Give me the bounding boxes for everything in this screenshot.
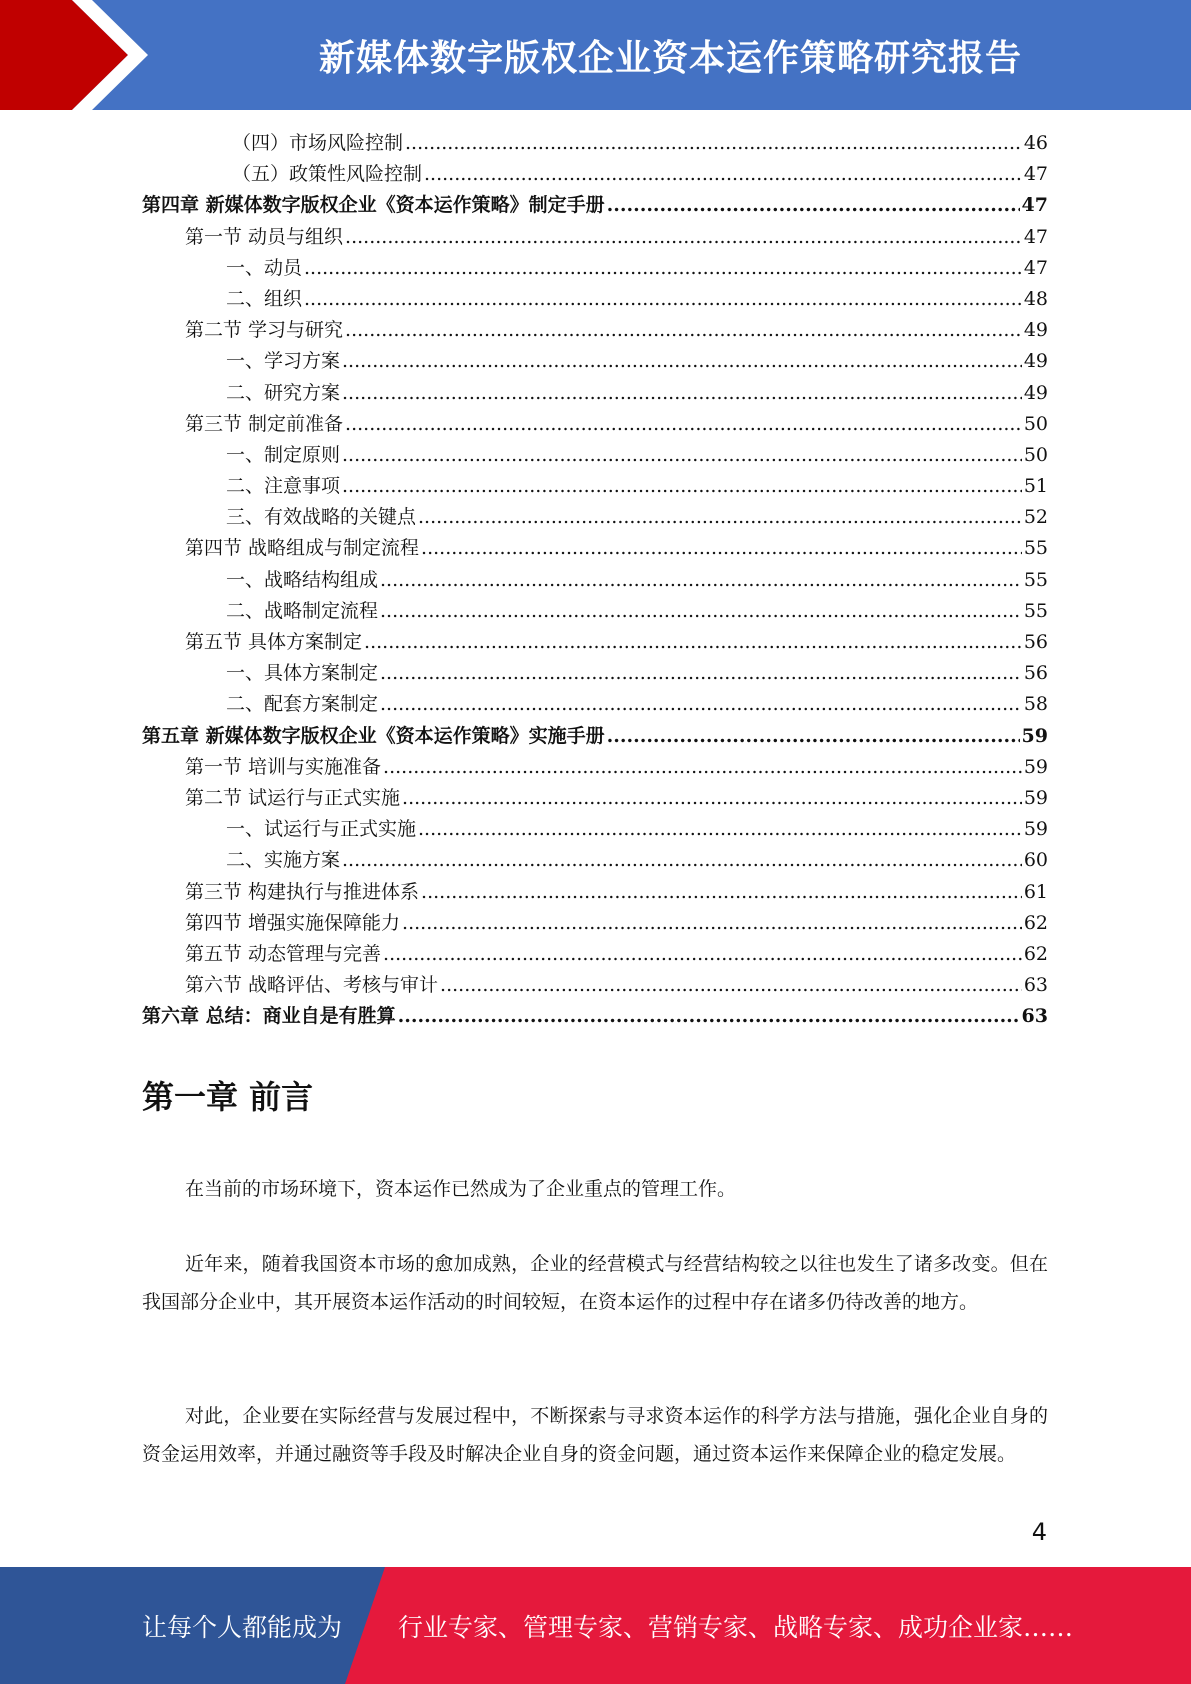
toc-entry[interactable] [142,190,1048,221]
toc-entry-label: 第五节 具体方案制定 [185,631,363,653]
toc-leader-dots [364,627,1022,658]
toc-entry[interactable] [142,658,1048,689]
toc-entry[interactable] [142,159,1048,190]
header-title: 新媒体数字版权企业资本运作策略研究报告 [318,37,1022,79]
toc-entry-page: 62 [1023,911,1048,934]
toc-leader-dots [342,378,1022,409]
toc-entry[interactable] [142,284,1048,315]
toc-entry[interactable] [142,128,1048,159]
toc-entry[interactable] [142,752,1048,783]
toc-entry-page: 46 [1023,132,1048,154]
toc-entry-label: 二、战略制定流程 [226,599,379,622]
toc-entry-page: 48 [1023,287,1048,310]
toc-entry-label: 一、动员 [226,256,303,279]
toc-entry-label: 第三节 制定前准备 [185,412,344,435]
toc-entry-label: 第四节 增强实施保障能力 [185,911,401,934]
toc-leader-dots [418,814,1022,845]
toc-leader-dots [304,253,1022,284]
toc-leader-dots [383,939,1022,970]
paragraph-1: 在当前的市场环境下，资本运作已然成为了企业重点的管理工作。 [185,1178,737,1200]
toc-entry[interactable] [142,939,1048,970]
toc-leader-dots [421,533,1022,564]
toc-entry-page: 49 [1023,350,1048,373]
toc-leader-dots [418,502,1022,533]
toc-entry[interactable] [142,1001,1048,1032]
toc-entry[interactable] [142,970,1048,1001]
footer-slogan-left: 让每个人都能成为 [142,1612,343,1642]
toc-entry-page: 55 [1023,599,1048,622]
toc-leader-dots [342,346,1022,377]
toc-entry-label: 第四章 新媒体数字版权企业《资本运作策略》制定手册 [142,194,605,217]
toc-entry-page: 59 [1021,724,1048,747]
toc-entry-page: 52 [1023,506,1048,529]
toc-entry[interactable] [142,783,1048,814]
toc-entry-page: 62 [1023,942,1048,965]
toc-leader-dots [421,877,1022,908]
chapter-title: 第一章 前言 [142,1078,314,1116]
toc-leader-dots [607,190,1020,221]
toc-entry-page: 55 [1023,537,1048,560]
toc-leader-dots [345,409,1022,440]
toc-entry-page: 47 [1023,225,1048,248]
toc-leader-dots [424,159,1022,190]
toc-entry-label: 第五章 新媒体数字版权企业《资本运作策略》实施手册 [142,724,605,747]
table-of-contents [142,128,1048,1032]
toc-leader-dots [345,222,1022,253]
toc-entry-label: 第三节 构建执行与推进体系 [185,880,420,903]
toc-entry-label: 第五节 动态管理与完善 [185,942,382,965]
toc-leader-dots [380,658,1022,689]
toc-entry[interactable] [142,627,1048,658]
toc-entry[interactable] [142,471,1048,502]
toc-entry-label: 第四节 战略组成与制定流程 [185,537,420,560]
toc-entry-label: 第一节 动员与组织 [185,225,344,248]
toc-entry-page: 49 [1023,381,1048,404]
toc-leader-dots [380,689,1022,720]
toc-leader-dots [380,596,1022,627]
toc-entry-label: 一、试运行与正式实施 [226,818,417,841]
toc-entry-page: 50 [1023,443,1048,466]
toc-entry[interactable] [142,689,1048,720]
toc-entry-label: 第二节 学习与研究 [185,319,344,342]
toc-entry-label: 二、研究方案 [226,381,341,404]
toc-leader-dots [383,752,1022,783]
toc-entry-label: 一、战略结构组成 [226,568,379,591]
toc-entry[interactable] [142,378,1048,409]
toc-entry[interactable] [142,222,1048,253]
toc-entry-label: （四）市场风险控制 [232,132,404,154]
toc-entry-label: （五）政策性风险控制 [232,163,423,186]
toc-leader-dots [440,970,1022,1001]
toc-leader-dots [342,440,1022,471]
toc-leader-dots [405,128,1022,159]
toc-entry[interactable] [142,346,1048,377]
toc-leader-dots [345,315,1022,346]
toc-entry-label: 三、有效战略的关键点 [226,506,417,529]
toc-entry-page: 51 [1023,475,1048,498]
toc-entry-label: 第一节 培训与实施准备 [185,755,382,778]
toc-entry-page: 58 [1023,693,1048,716]
toc-entry[interactable] [142,440,1048,471]
page-footer [0,1567,1191,1684]
toc-leader-dots [342,845,1022,876]
toc-entry[interactable] [142,409,1048,440]
toc-entry-page: 60 [1023,849,1048,872]
toc-entry-page: 59 [1023,755,1048,778]
toc-entry[interactable] [142,845,1048,876]
toc-entry-page: 56 [1023,662,1048,685]
toc-entry-page: 50 [1023,412,1048,435]
toc-entry[interactable] [142,877,1048,908]
toc-entry[interactable] [142,533,1048,564]
toc-entry-label: 一、制定原则 [226,443,341,466]
toc-entry[interactable] [142,502,1048,533]
toc-entry-page: 47 [1023,256,1048,279]
header-arrow-decoration [0,0,150,110]
toc-entry-label: 二、配套方案制定 [226,693,379,716]
toc-entry-page: 59 [1023,818,1048,841]
toc-entry[interactable] [142,721,1048,752]
toc-leader-dots [304,284,1022,315]
toc-entry[interactable] [142,814,1048,845]
page-number: 4 [1031,1518,1047,1546]
paragraph-2: 近年来，随着我国资本市场的愈加成熟，企业的经营模式与经营结构较之以往也发生了诸多改变。但在我国部分企业中，其开展资本运作活动的时间较短，在资本运作的过程中存在诸多仍待改善的地方。 [142,1253,1048,1313]
toc-leader-dots [607,721,1020,752]
toc-entry-page: 61 [1023,880,1048,903]
footer-slogan-right: 行业专家、管理专家、营销专家、战略专家、成功企业家…… [398,1612,1074,1642]
toc-entry[interactable] [142,565,1048,596]
toc-entry-page: 47 [1021,194,1048,217]
toc-entry[interactable] [142,908,1048,939]
toc-entry-label: 二、注意事项 [226,475,341,498]
toc-entry-label: 二、实施方案 [226,849,341,872]
toc-entry-page: 55 [1023,568,1048,591]
toc-entry-page: 63 [1023,974,1048,997]
toc-entry[interactable] [142,315,1048,346]
page-header [0,0,1191,110]
toc-entry[interactable] [142,596,1048,627]
toc-entry[interactable] [142,253,1048,284]
toc-entry-page: 47 [1023,163,1048,186]
toc-entry-page: 49 [1023,319,1048,342]
toc-leader-dots [398,1001,1020,1032]
toc-leader-dots [402,783,1022,814]
toc-entry-label: 第六节 战略评估、考核与审计 [185,974,439,997]
toc-entry-page: 59 [1023,786,1048,809]
toc-leader-dots [380,565,1022,596]
toc-entry-page: 63 [1021,1005,1048,1028]
toc-entry-label: 第六章 总结：商业自是有胜算 [142,1005,396,1028]
paragraph-3: 对此，企业要在实际经营与发展过程中，不断探索与寻求资本运作的科学方法与措施，强化企业自身的资金运用效率，并通过融资等手段及时解决企业自身的资金问题，通过资本运作来保障企业的稳定发展。 [142,1405,1048,1465]
toc-entry-label: 第二节 试运行与正式实施 [185,786,401,809]
toc-entry-label: 一、具体方案制定 [226,662,379,685]
toc-leader-dots [402,908,1022,939]
toc-leader-dots [342,471,1022,502]
toc-entry-label: 一、学习方案 [226,350,341,373]
toc-entry-page: 56 [1023,631,1048,653]
toc-entry-label: 二、组织 [226,287,303,310]
